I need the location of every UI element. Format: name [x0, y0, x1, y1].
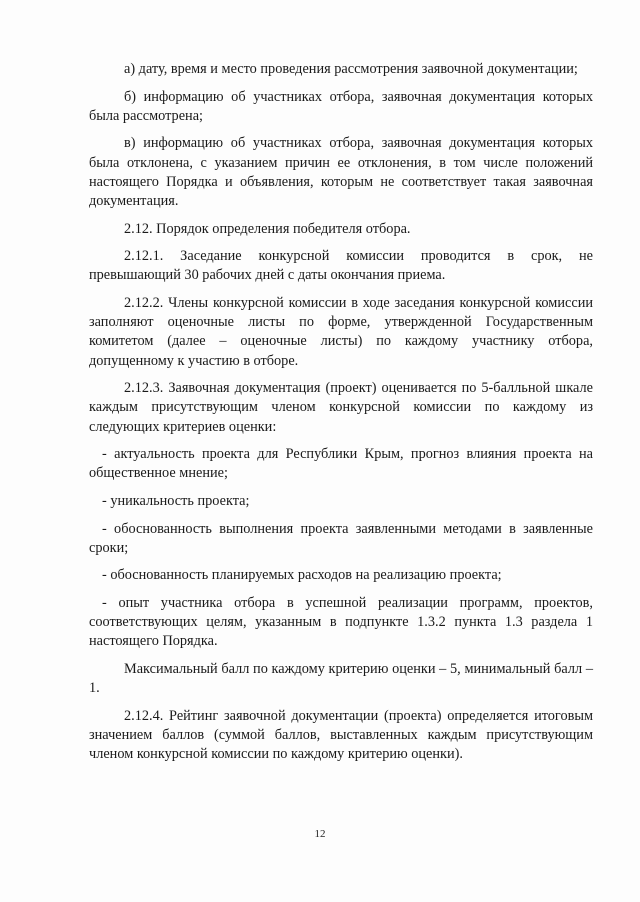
page-number: 12 — [314, 828, 326, 840]
paragraph-item-v: в) информацию об участниках отбора, заявочная документация которых была отклонена, с указанием причин ее отклонения, в том числе положений настоящего Порядка и объявления, которым не соответствует такая заявочная документация. — [89, 135, 593, 209]
paragraph-2-12-2: 2.12.2. Члены конкурсной комиссии в ходе заседания конкурсной комиссии заполняют оценочные листы по форме, утвержденной Государственным комитетом (далее – оценочные листы) по каждому участнику отбора, допущенному к участию в отборе. — [89, 294, 593, 369]
paragraph-2-12-1: 2.12.1. Заседание конкурсной комиссии проводится в срок, не превышающий 30 рабочих дней с даты окончания приема. — [89, 248, 593, 284]
criterion-methods: - обоснованность выполнения проекта заявленными методами в заявленные сроки; — [89, 520, 593, 556]
section-heading-2-12: 2.12. Порядок определения победителя отбора. — [124, 220, 411, 237]
criterion-costs: - обоснованность планируемых расходов на реализацию проекта; — [102, 567, 502, 584]
criterion-uniqueness: - уникальность проекта; — [102, 492, 250, 509]
criterion-relevance: - актуальность проекта для Республики Крым, прогноз влияния проекта на общественное мнение; — [89, 446, 593, 482]
paragraph-score-range: Максимальный балл по каждому критерию оценки – 5, минимальный балл – 1. — [89, 660, 593, 697]
paragraph-item-b: б) информацию об участниках отбора, заявочная документация которых была рассмотрена; — [89, 88, 593, 124]
paragraph-2-12-4: 2.12.4. Рейтинг заявочной документации (проекта) определяется итоговым значением баллов (суммой баллов, выставленных каждым присутствующим членом конкурсной комиссии по каждому критерию оценки). — [89, 707, 593, 763]
document-body — [89, 60, 593, 773]
paragraph-item-a: а) дату, время и место проведения рассмотрения заявочной документации; — [124, 61, 578, 77]
paragraph-2-12-3: 2.12.3. Заявочная документация (проект) оценивается по 5-балльной шкале каждым присутствующим членом конкурсной комиссии по каждому из следующих критериев оценки: — [89, 380, 593, 435]
criterion-experience: - опыт участника отбора в успешной реализации программ, проектов, соответствующих целям, указанным в подпункте 1.3.2 пункта 1.3 раздела 1 настоящего Порядка. — [89, 594, 593, 650]
